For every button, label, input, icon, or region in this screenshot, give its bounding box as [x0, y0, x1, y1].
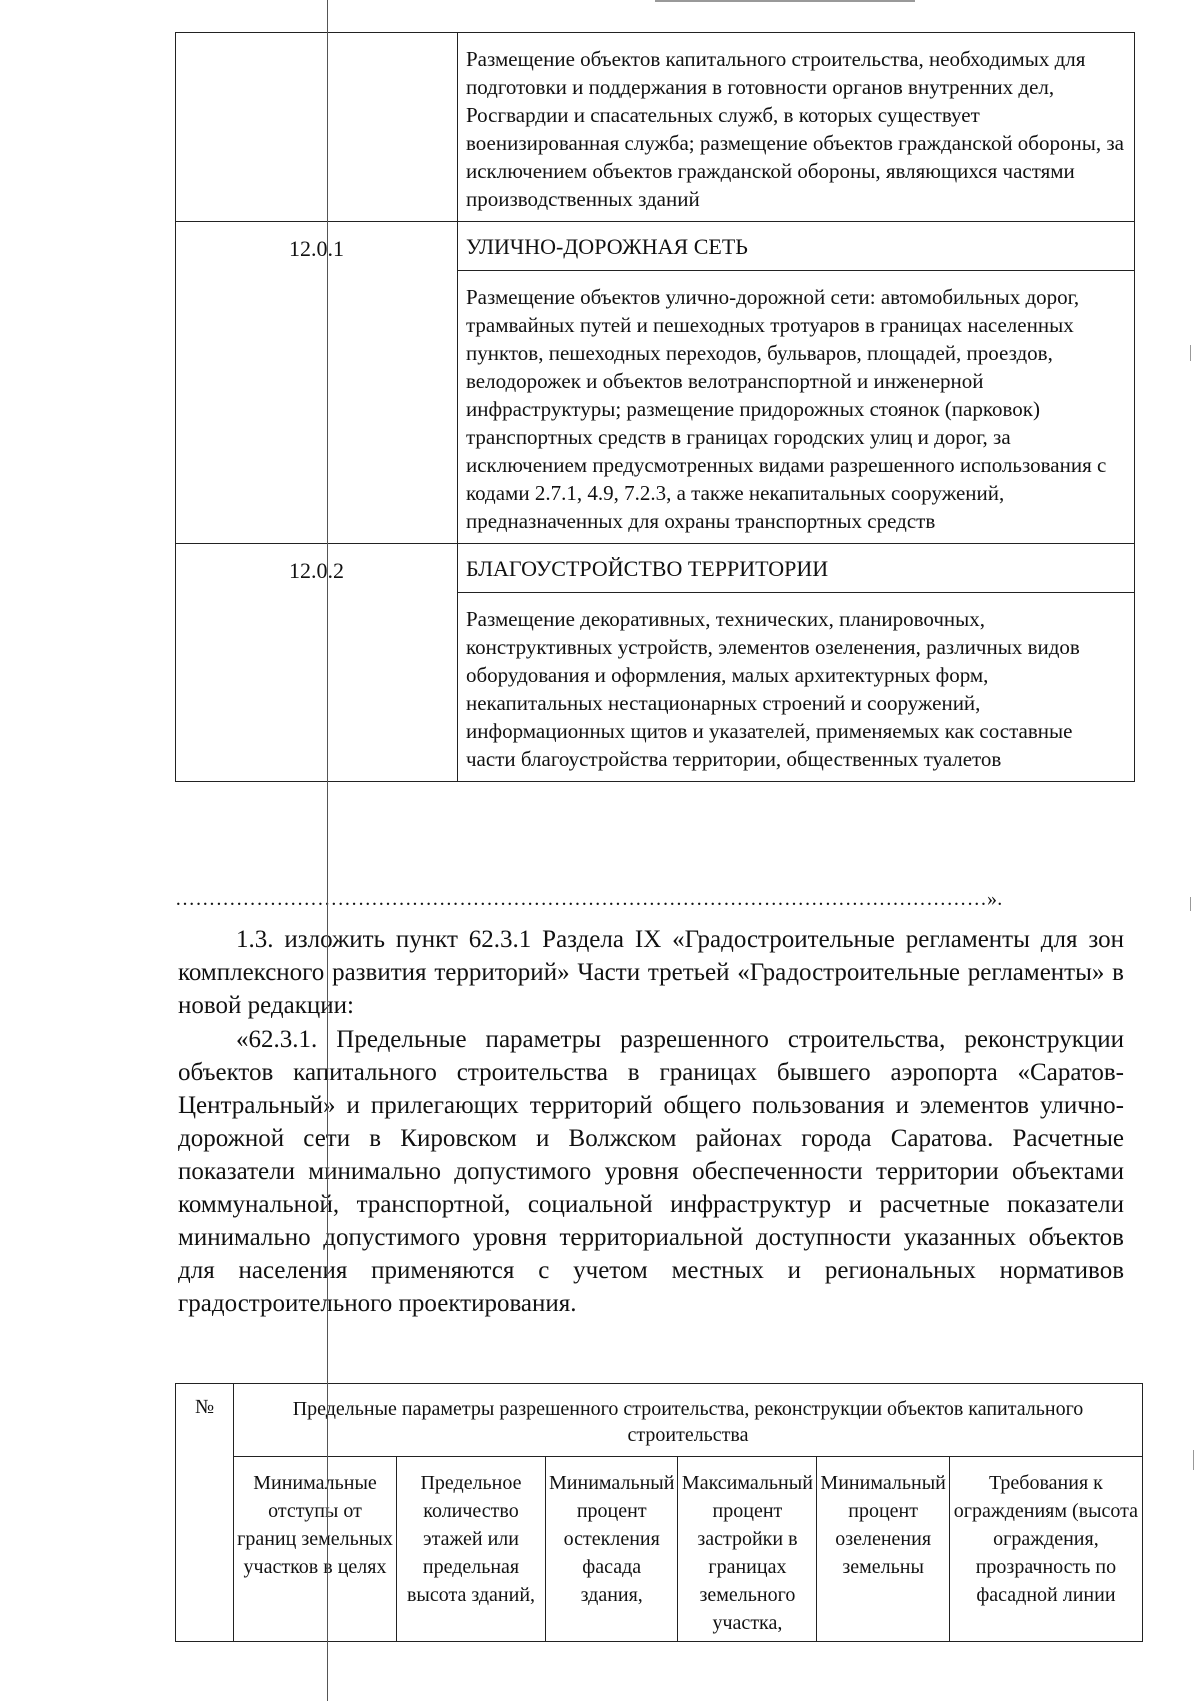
scan-fold-line [327, 0, 328, 1701]
code-cell: 12.0.2 [176, 544, 458, 782]
code-cell [176, 33, 458, 222]
number-header: № [176, 1384, 234, 1642]
table-row [176, 222, 1135, 271]
parameters-table [175, 1383, 1143, 1642]
margin-mark [1190, 897, 1191, 911]
land-use-table [175, 32, 1135, 782]
top-scan-smudge [655, 0, 915, 5]
column-header: Максимальный процент застройки в границах земельного участка, [678, 1457, 817, 1642]
description-cell: Размещение объектов улично-дорожной сети: автомобильных дорог, трамвайных путей и пешеходных тротуаров в границах населенных пунктов, пешеходных переходов, бульваров, площадей, проездов, велодорожек и объектов велотранспортной и инженерной инфраструктуры; размещение придорожных стоянок (парковок) транспортных средств в границах городских улиц и дорог, за исключением предусмотренных видами разрешенного использования с кодами 2.7.1, 4.9, 7.2.3, а также некапитальных сооружений, предназначенных для охраны транспортных средств [458, 271, 1135, 544]
description-cell: Размещение объектов капитального строительства, необходимых для подготовки и поддержания в готовности органов внутренних дел, Росгвардии и спасательных служб, в которых существует военизированная служба; размещение объектов гражданской обороны, за исключением объектов гражданской обороны, являющихся частями производственных зданий [458, 33, 1135, 222]
margin-mark [1190, 345, 1191, 361]
parameters-header: Предельные параметры разрешенного строительства, реконструкции объектов капитального строительства [234, 1384, 1143, 1457]
column-header: Минимальные отступы от границ земельных участков в целях [234, 1457, 397, 1642]
column-header: Требования к ограждениям (высота ограждения, прозрачность по фасадной линии [949, 1457, 1142, 1642]
table-row [176, 33, 1135, 222]
paragraph-amendment: 1.3. изложить пункт 62.3.1 Раздела IX «Градостроительные регламенты для зон комплексного развития территорий» Части третьей «Градостроительные регламенты» в новой редакции: [178, 926, 1124, 1019]
code-cell: 12.0.1 [176, 222, 458, 544]
table-row [176, 1457, 1143, 1642]
column-header: Минимальный процент остекления фасада здания, [546, 1457, 678, 1642]
paragraph-62-3-1: «62.3.1. Предельные параметры разрешенного строительства, реконструкции объектов капитального строительства в границах бывшего аэропорта «Саратов-Центральный» и прилегающих территорий общего пользования и элементов улично-дорожной сети в Кировском и Волжском районах города Саратова. Расчетные показатели минимально допустимого уровня обеспеченности территории объектами коммунальной, транспортной, социальной инфраструктур и расчетные показатели минимально допустимого уровня территориальной доступности указанных объектов для населения применяются с учетом местных и региональных нормативов градостроительного проектирования. [178, 1026, 1124, 1317]
column-header: Предельное количество этажей или предельная высота зданий, [397, 1457, 546, 1642]
margin-mark [1193, 1450, 1194, 1470]
dots-line: …………………………………………………………………………………………………………». [175, 888, 1003, 910]
table-row [176, 544, 1135, 593]
description-cell: Размещение декоративных, технических, планировочных, конструктивных устройств, элементов озеленения, различных видов оборудования и оформления, малых архитектурных форм, некапитальных нестационарных строений и сооружений, информационных щитов и указателей, применяемых как составные части благоустройства территории, общественных туалетов [458, 593, 1135, 782]
column-header: Минимальный процент озеленения земельны [817, 1457, 949, 1642]
table-row [176, 1384, 1143, 1457]
use-type-name: УЛИЧНО-ДОРОЖНАЯ СЕТЬ [458, 222, 1135, 271]
use-type-name: БЛАГОУСТРОЙСТВО ТЕРРИТОРИИ [458, 544, 1135, 593]
